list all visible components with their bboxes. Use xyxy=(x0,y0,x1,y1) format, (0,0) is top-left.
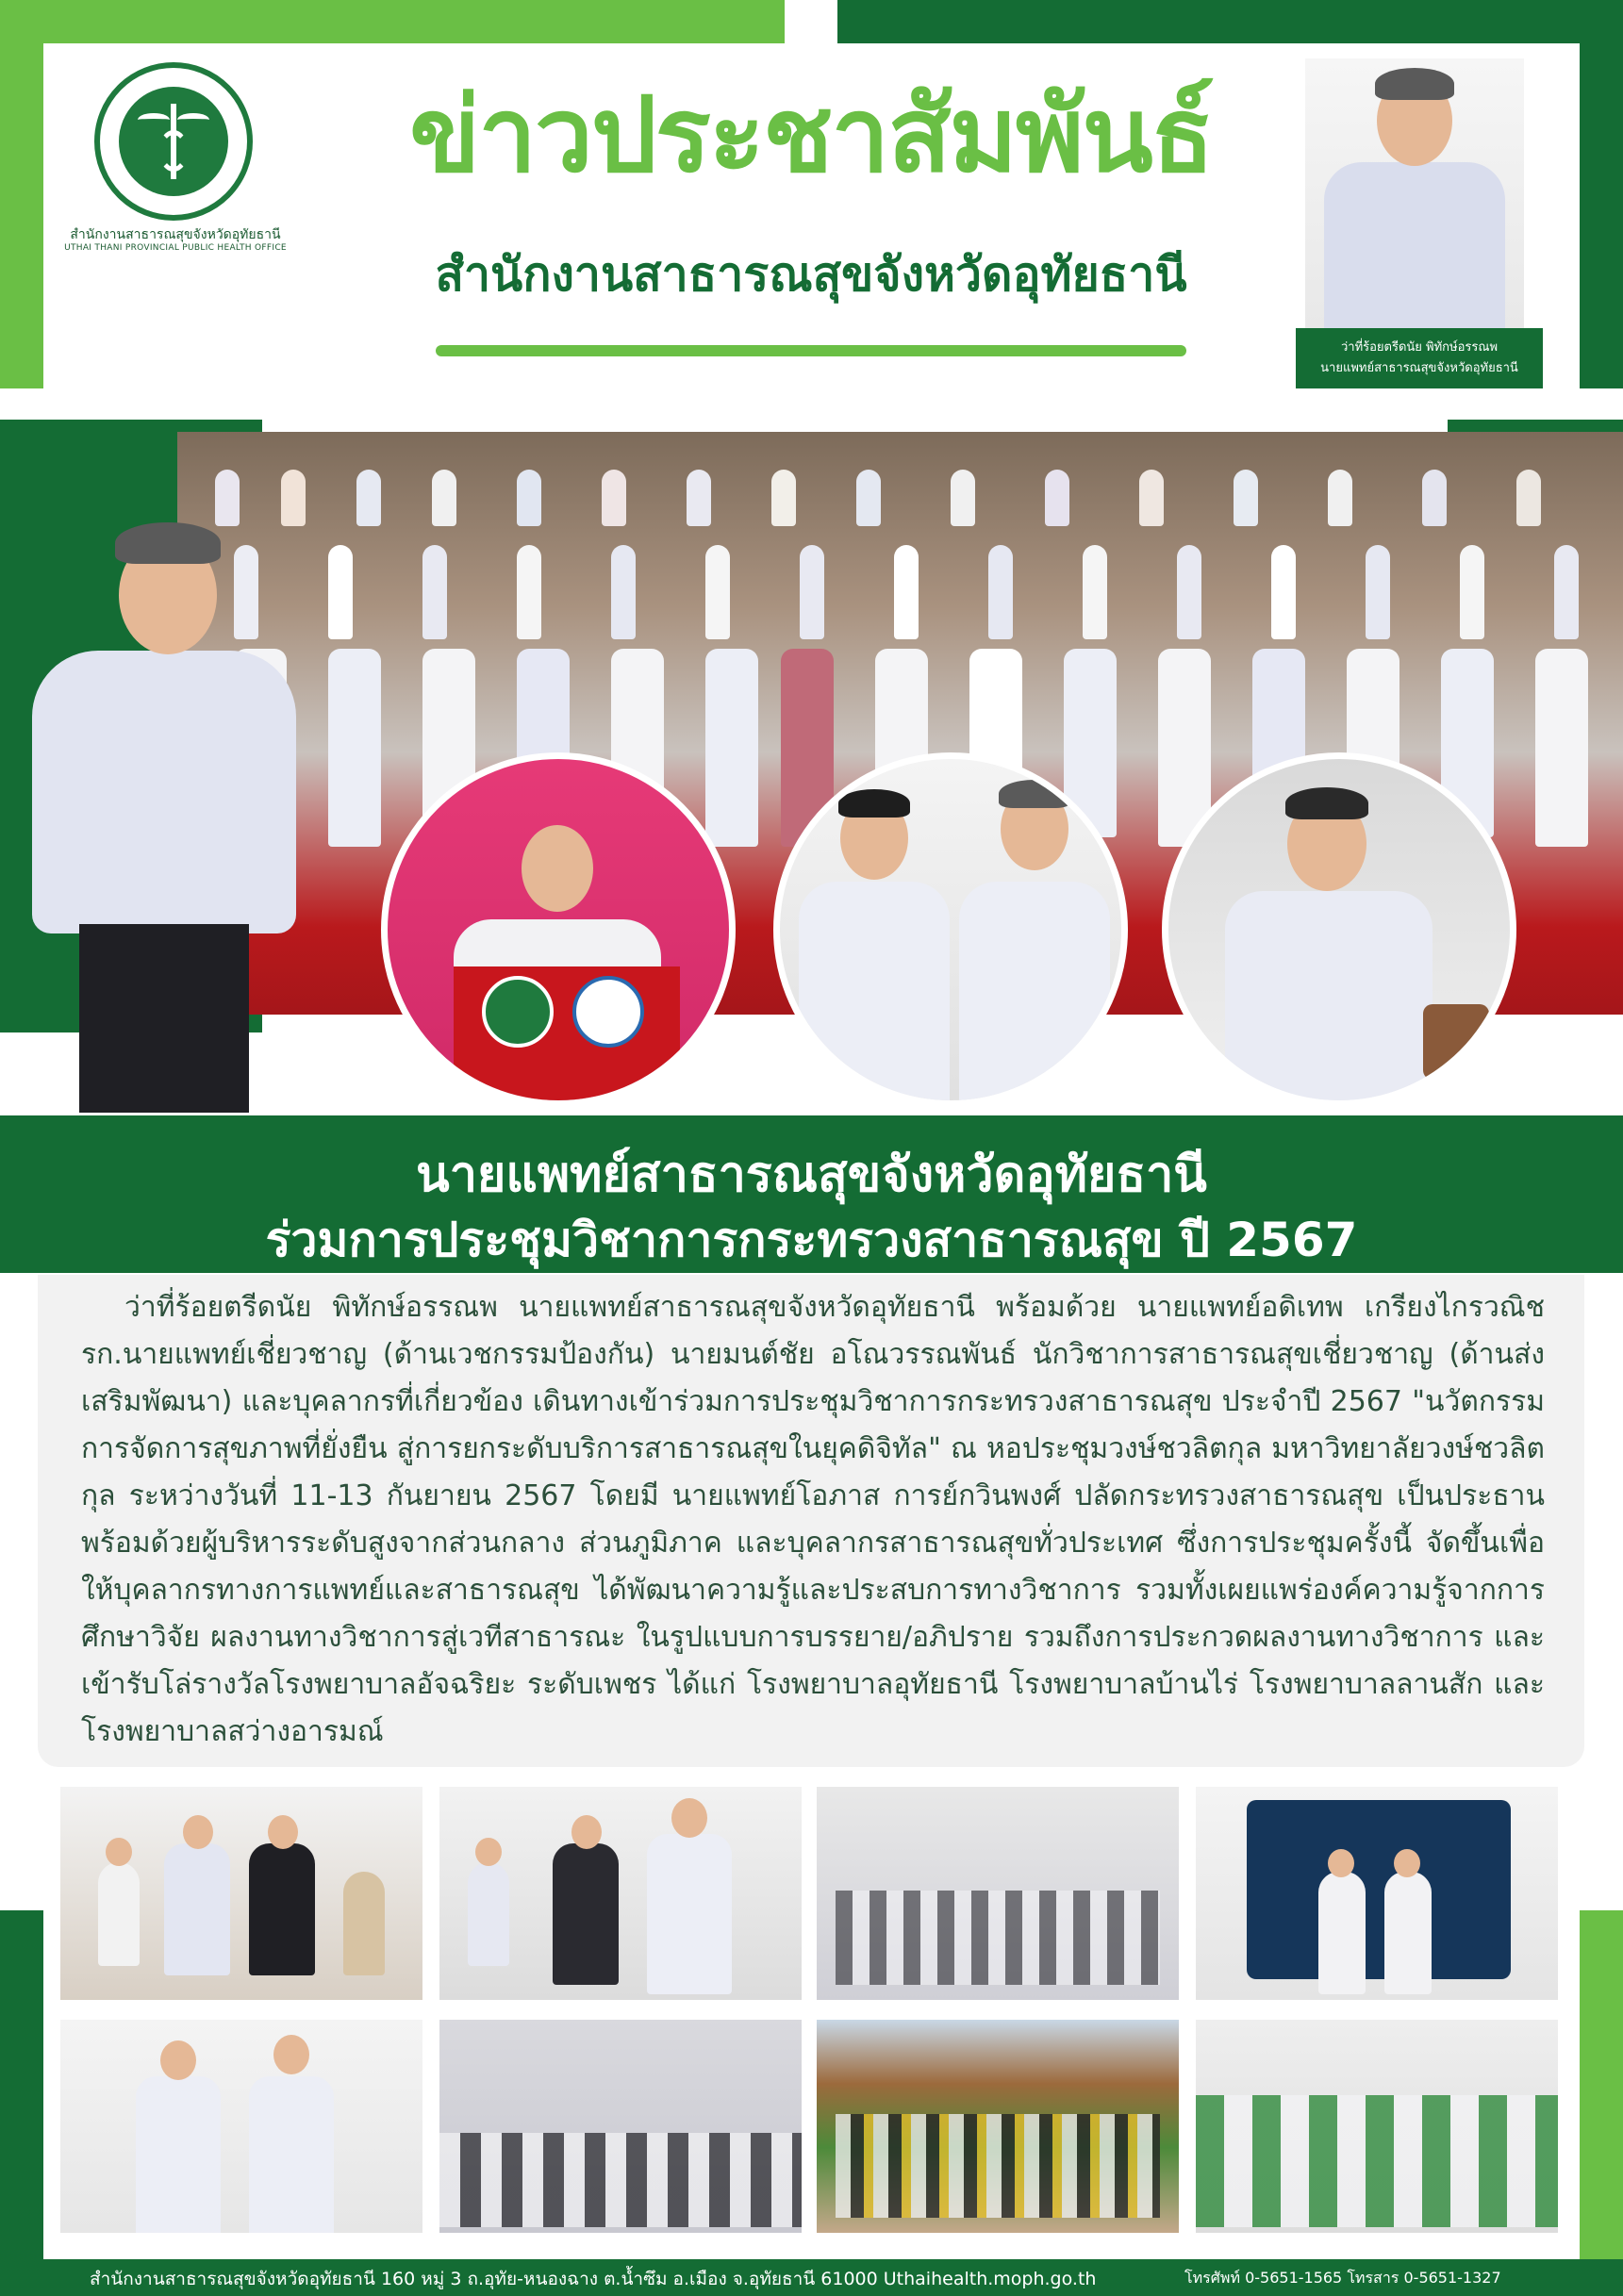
director-full-body-photo xyxy=(13,509,315,1113)
page-subtitle: สำนักงานสาธารณสุขจังหวัดอุทัยธานี xyxy=(435,247,1187,302)
bottom-left-band xyxy=(0,1910,43,2259)
org-name-english: UTHAI THANI PROVINCIAL PUBLIC HEALTH OFFICE xyxy=(64,243,287,253)
portrait-caption xyxy=(1296,328,1543,388)
headline-line-1: นายแพทย์สาธารณสุขจังหวัดอุทัยธานี xyxy=(416,1147,1207,1203)
gallery-photo-3 xyxy=(817,1787,1179,2000)
gallery-photo-6 xyxy=(439,2020,802,2233)
top-band-light-green xyxy=(0,0,785,43)
gallery-photo-1 xyxy=(60,1787,422,2000)
top-band-dark-green xyxy=(837,0,1623,43)
left-band-light-green xyxy=(0,0,43,388)
title-divider xyxy=(436,345,1186,356)
ministry-logo-icon xyxy=(94,62,253,221)
seated-official-photo xyxy=(1162,752,1516,1107)
speaker-at-podium-photo xyxy=(381,752,736,1107)
gallery-photo-4-award xyxy=(1196,1787,1558,2000)
two-officials-thumbs-up-photo xyxy=(773,752,1128,1107)
footer-address: สำนักงานสาธารณสุขจังหวัดอุทัยธานี 160 หมู่ 3 ถ.อุทัย-หนองฉาง ต.น้ำซึม อ.เมือง จ.อุทัยธานี 61000 Uthaihealth.moph.go.th xyxy=(90,2269,1097,2289)
gallery-photo-7 xyxy=(817,2020,1179,2233)
article-body-text: ว่าที่ร้อยตรีดนัย พิทักษ์อรรณพ นายแพทย์สาธารณสุขจังหวัดอุทัยธานี พร้อมด้วย นายแพทย์อดิเทพ เกรียงไกรวณิช รก.นายแพทย์เชี่ยวชาญ (ด้านเวชกรรมป้องกัน) นายมนต์ชัย อโณวรรณพันธ์ นักวิชาการสาธารณสุขเชี่ยวชาญ (ด้านส่งเสริมพัฒนา) และบุคลากรที่เกี่ยวข้อง เดินทางเข้าร่วมการประชุมวิชาการกระทรวงสาธารณสุข ประจำปี 2567 "นวัตกรรมการจัดการสุขภาพที่ยั่งยืน สู่การยกระดับบริการสาธารณสุขในยุคดิจิทัล" ณ หอประชุมวงษ์ชวลิตกุล มหาวิทยาลัยวงษ์ชวลิตกุล ระหว่างวันที่ 11-13 กันยายน 2567 โดยมี นายแพทย์โอภาส การย์กวินพงศ์ ปลัดกระทรวงสาธารณสุข เป็นประธาน พร้อมด้วยผู้บริหารระดับสูงจากส่วนกลาง ส่วนภูมิภาค และบุคลากรสาธารณสุขทั่วประเทศ ซึ่งการประชุมครั้งนี้ จัดขึ้นเพื่อให้บุคลากรทางการแพทย์และสาธารณสุข ได้พัฒนาความรู้และประสบการทางวิชาการ รวมทั้งเผยแพร่องค์ความรู้จากการศึกษาวิจัย ผลงานทางวิชาการสู่เวทีสาธารณะ ในรูปแบบการบรรยาย/อภิปราย รวมถึงการประกวดผลงานทางวิชาการ และเข้ารับโล่รางวัลโรงพยาบาลอัจฉริยะ ระดับเพชร ได้แก่ โรงพยาบาลอุทัยธานี โรงพยาบาลบ้านไร่ โรงพยาบาลลานสัก และโรงพยาบาลสว่างอารมณ์ xyxy=(81,1291,1545,1748)
gallery-photo-2 xyxy=(439,1787,802,2000)
org-name-thai: สำนักงานสาธารณสุขจังหวัดอุทัยธานี xyxy=(70,227,281,242)
gallery-photo-8 xyxy=(1196,2020,1558,2233)
bottom-right-band xyxy=(1580,1910,1623,2259)
page-title: ข่าวประชาสัมพันธ์ xyxy=(409,74,1213,195)
portrait-caption-name: ว่าที่ร้อยตรีดนัย พิทักษ์อรรณพ xyxy=(1340,340,1499,355)
gallery-photo-5 xyxy=(60,2020,422,2233)
director-portrait xyxy=(1305,58,1524,330)
right-band-dark-green xyxy=(1580,0,1623,388)
portrait-caption-position: นายแพทย์สาธารณสุขจังหวัดอุทัยธานี xyxy=(1320,361,1518,375)
podium-ministry-logo-icon xyxy=(482,976,554,1048)
footer-phone: โทรศัพท์ 0-5651-1565 โทรสาร 0-5651-1327 xyxy=(1184,2269,1501,2287)
headline-line-2: ร่วมการประชุมวิชาการกระทรวงสาธารณสุข ปี 2567 xyxy=(265,1213,1358,1267)
podium-event-logo-icon xyxy=(572,976,644,1048)
